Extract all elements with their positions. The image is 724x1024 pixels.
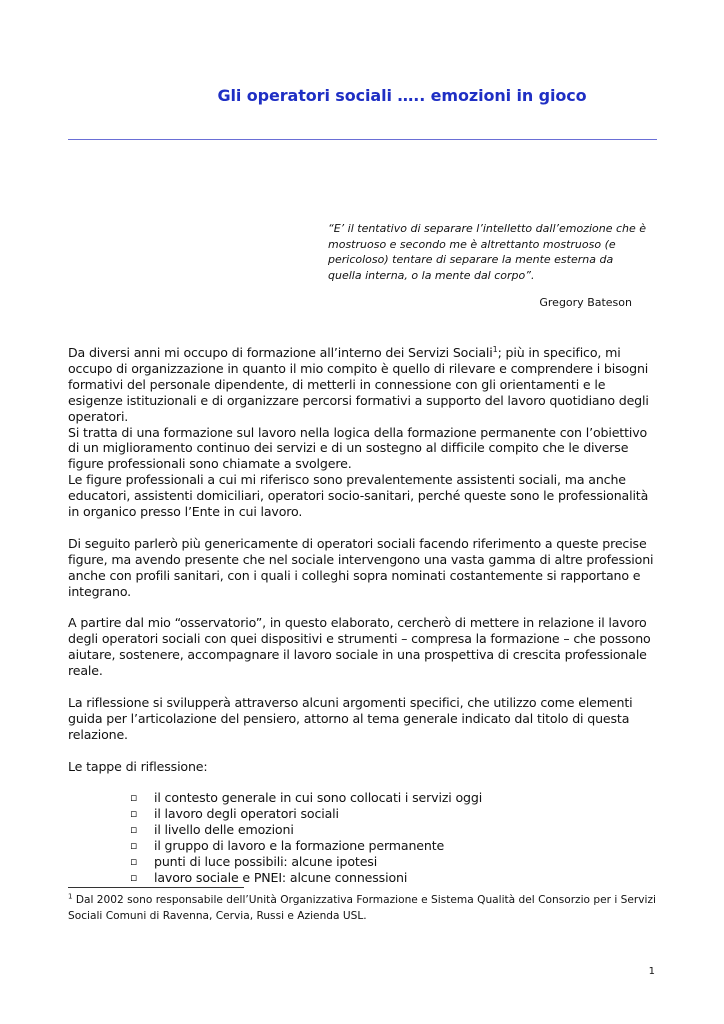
footnote-marker: 1 — [68, 892, 73, 901]
list-item: ▫ il livello delle emozioni — [130, 822, 294, 838]
reflection-list — [68, 790, 660, 885]
footnote-reference[interactable]: 1 — [492, 344, 498, 354]
page-number: 1 — [648, 966, 655, 977]
paragraph — [68, 345, 660, 425]
paragraph: Di seguito parlerò più genericamente di operatori sociali facendo riferimento a queste precise figure, ma avendo presente che nel sociale intervengono una vasta gamma di altre professioni anche con profili sanitari, con i quali i colleghi sopra nominati costantemente si rapportano e integrano. — [68, 535, 654, 599]
epigraph-author: Gregory Bateson — [539, 296, 632, 309]
epigraph-quote: “E’ il tentativo di separare l’intelletto dall’emozione che è mostruoso e secondo me è altrettanto mostruoso (e pericoloso) tentare di separare la mente esterna da quella interna, o la mente dal corpo”. — [328, 222, 647, 282]
page-title: Gli operatori sociali ….. emozioni in gioco — [217, 86, 587, 105]
square-bullet-icon: ▫ — [130, 854, 138, 868]
paragraph: La riflessione si svilupperà attraverso alcuni argomenti specifici, che utilizzo come elementi guida per l’articolazione del pensiero, attorno al tema generale indicato dal titolo di questa relazione. — [68, 694, 633, 742]
paragraph: Le figure professionali a cui mi riferisco sono prevalentemente assistenti sociali, ma anche educatori, assistenti domiciliari, operatori socio-sanitari, perché queste sono le professionalità in organico presso l’Ente in cui lavoro. — [68, 472, 649, 520]
paragraph: A partire dal mio “osservatorio”, in questo elaborato, cercherò di mettere in relazione il lavoro degli operatori sociali con quei dispositivi e strumenti – compresa la formazione – che possono aiutare, sostenere, accompagnare il lavoro sociale in una prospettiva di crescita professionale reale. — [68, 615, 651, 679]
list-item: ▫ punti di luce possibili: alcune ipotesi — [130, 853, 378, 869]
square-bullet-icon: ▫ — [130, 870, 138, 884]
list-intro: Le tappe di riflessione: — [68, 758, 208, 774]
paragraph-text: ; più in specifico, mi occupo di organizzazione in quanto il mio compito è quello di rilevare e comprendere i bisogni formativi del personale dipendente, di metterli in connessione con gli orientamenti e le esigenze istituzionali e di organizzare percorsi formativi a supporto del lavoro quotidiano degli operatori. — [68, 345, 649, 424]
title-divider — [68, 139, 657, 140]
footnote — [68, 893, 658, 924]
square-bullet-icon: ▫ — [130, 791, 138, 805]
square-bullet-icon: ▫ — [130, 839, 138, 853]
list-item: ▫ il lavoro degli operatori sociali — [130, 806, 339, 822]
list-item: ▫ lavoro sociale e PNEI: alcune connessioni — [130, 869, 408, 885]
list-item: ▫ il contesto generale in cui sono collocati i servizi oggi — [130, 790, 483, 806]
paragraph: Si tratta di una formazione sul lavoro nella logica della formazione permanente con l’obiettivo di un miglioramento continuo dei servizi e di un sostegno al difficile compito che le diverse figure professionali sono chiamate a svolgere. — [68, 424, 648, 472]
footnote-separator — [68, 887, 244, 888]
square-bullet-icon: ▫ — [130, 823, 138, 837]
square-bullet-icon: ▫ — [130, 807, 138, 821]
footnote-text: Dal 2002 sono responsabile dell’Unità Organizzativa Formazione e Sistema Qualità del Consorzio per i Servizi Sociali Comuni di Ravenna, Cervia, Russi e Azienda USL. — [68, 894, 656, 922]
body-text — [68, 345, 660, 886]
paragraph-text: Da diversi anni mi occupo di formazione all’interno dei Servizi Sociali — [68, 345, 493, 360]
list-item: ▫ il gruppo di lavoro e la formazione permanente — [130, 838, 445, 854]
